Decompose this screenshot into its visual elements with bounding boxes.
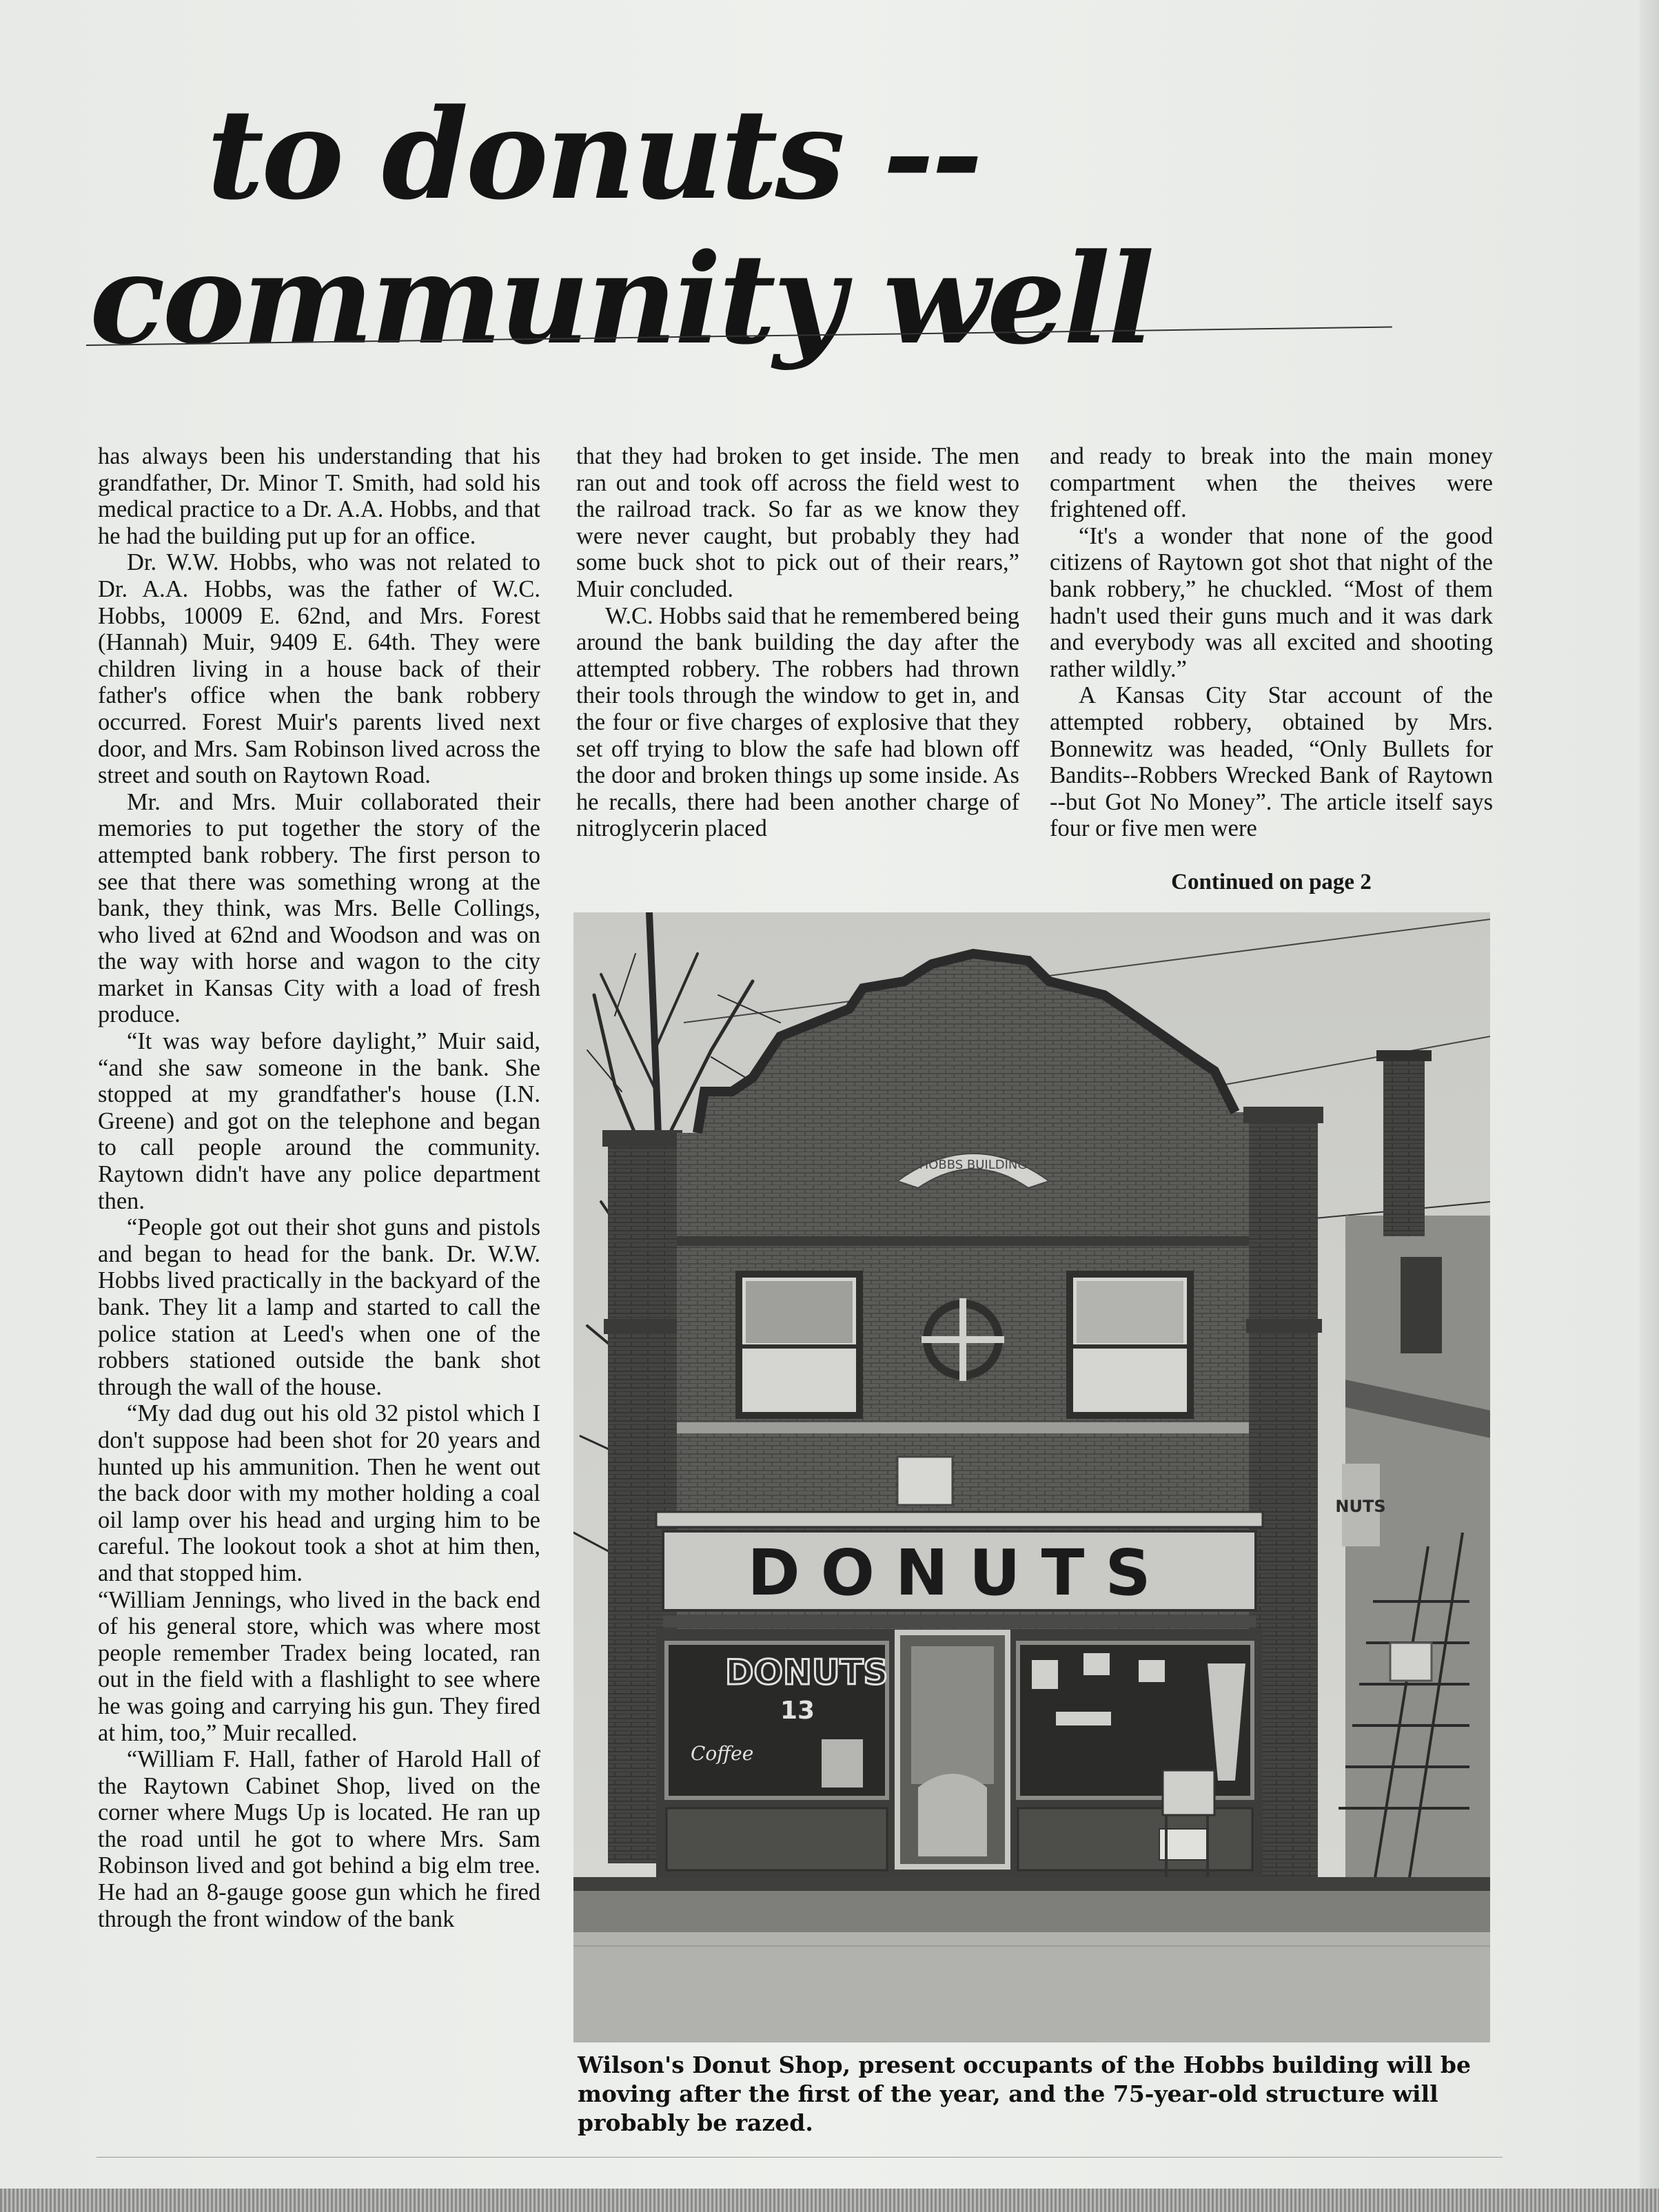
- paragraph: “It's a wonder that none of the good citizens of Raytown got shot that night of the bank robbery,” he chuckled. “Most of them hadn't used their guns much and it was dark and everybody was all excited and shooting rather wildly.”: [1050, 522, 1493, 682]
- paragraph: “William Jennings, who lived in the back end of his general store, which was where most people remember Tradex being located, ran out in the field with a flashlight to see where he was going and carrying his gun. They fired at him, too,” Muir recalled.: [98, 1586, 540, 1746]
- photo-hobbs-building: [573, 912, 1490, 2042]
- article-column-1: [98, 443, 540, 1932]
- paragraph: A Kansas City Star account of the attempted robbery, obtained by Mrs. Bonnewitz was headed, “Only Bullets for Bandits--Robbers Wrecked Bank of Raytown --but Got No Money”. The article itself says four or five men were: [1050, 682, 1493, 842]
- paragraph: has always been his understanding that his grandfather, Dr. Minor T. Smith, had sold his medical practice to a Dr. A.A. Hobbs, and that he had the building put up for an office.: [98, 443, 540, 549]
- paragraph: that they had broken to get inside. The men ran out and took off across the field west to the railroad track. So far as we know they were never caught, but probably they had some buck shot to pick out of their rears,” Muir concluded.: [576, 443, 1019, 602]
- paragraph: W.C. Hobbs said that he remembered being around the bank building the day after the attempted robbery. The robbers had thrown their tools through the window to get in, and the four or five charges of explosive that they set off trying to blow the safe had blown off the door and broken things up some inside. As he recalls, there had been another charge of nitroglycerin placed: [576, 602, 1019, 842]
- photo-caption: Wilson's Donut Shop, present occupants of the Hobbs building will be moving after the first of the year, and the 75-year-old structure will probably be razed.: [578, 2051, 1471, 2136]
- arch-sign-text: HOBBS BUILDING: [919, 1158, 1028, 1172]
- headline-line-2: community well: [90, 227, 1152, 372]
- headline-line-1: to donuts --: [207, 82, 981, 227]
- page-bottom-rule: [96, 2157, 1503, 2158]
- paragraph: “It was way before daylight,” Muir said, “and she saw someone in the bank. She stopped at my grandfather's house (I.N. Greene) and got on the telephone and began to call people around the community. Raytown didn't have any police department then.: [98, 1028, 540, 1214]
- window-sign-number: 13: [780, 1697, 815, 1725]
- photo-illustration: [573, 912, 1490, 2042]
- paragraph: “My dad dug out his old 32 pistol which I don't suppose had been shot for 20 years and hunted up his ammunition. Then he went out the back door with my mother holding a coal oil lamp over his head and urging him to be careful. The lookout took a shot at him then, and that stopped him.: [98, 1400, 540, 1586]
- paragraph: and ready to break into the main money compartment when the theives were frightened off.: [1050, 443, 1493, 523]
- paragraph: “William F. Hall, father of Harold Hall of the Raytown Cabinet Shop, lived on the corner where Mugs Up is located. He ran up the road until he got to where Mrs. Sam Robinson lived and got behind a big elm tree. He had an 8-gauge goose gun which he fired through the front window of the bank: [98, 1746, 540, 1932]
- article-column-2: [576, 443, 1019, 842]
- article-column-3: [1050, 443, 1493, 842]
- paragraph: Mr. and Mrs. Muir collaborated their memories to put together the story of the attempted bank robbery. The first person to see that there was something wrong at the bank, they think, was Mrs. Belle Collings, who lived at 62nd and Woodson and was on the way with horse and wagon to the city market in Kansas City with a load of fresh produce.: [98, 788, 540, 1028]
- continued-notice: Continued on page 2: [1171, 870, 1372, 894]
- paragraph: “People got out their shot guns and pistols and began to head for the bank. Dr. W.W. Hobbs lived practically in the backyard of the bank. They lit a lamp and started to call the police station at Leed's when one of the robbers stationed outside the bank shot through the wall of the house.: [98, 1214, 540, 1400]
- paragraph: Dr. W.W. Hobbs, who was not related to Dr. A.A. Hobbs, was the father of W.C. Hobbs, 10009 E. 62nd, and Mrs. Forest (Hannah) Muir, 9409 E. 64th. They were children living in a house back of their father's office when the bank robbery occurred. Forest Muir's parents lived next door, and Mrs. Sam Robinson lived across the street and south on Raytown Road.: [98, 549, 540, 789]
- window-sign-title: DONUTS: [725, 1652, 888, 1692]
- window-sign-coffee: Coffee: [691, 1742, 754, 1765]
- page-edge-right: [1640, 0, 1659, 2212]
- side-sign-text: NUTS: [1335, 1497, 1386, 1516]
- store-sign-text: DONUTS: [747, 1536, 1172, 1610]
- scanner-edge-bottom: [0, 2189, 1659, 2212]
